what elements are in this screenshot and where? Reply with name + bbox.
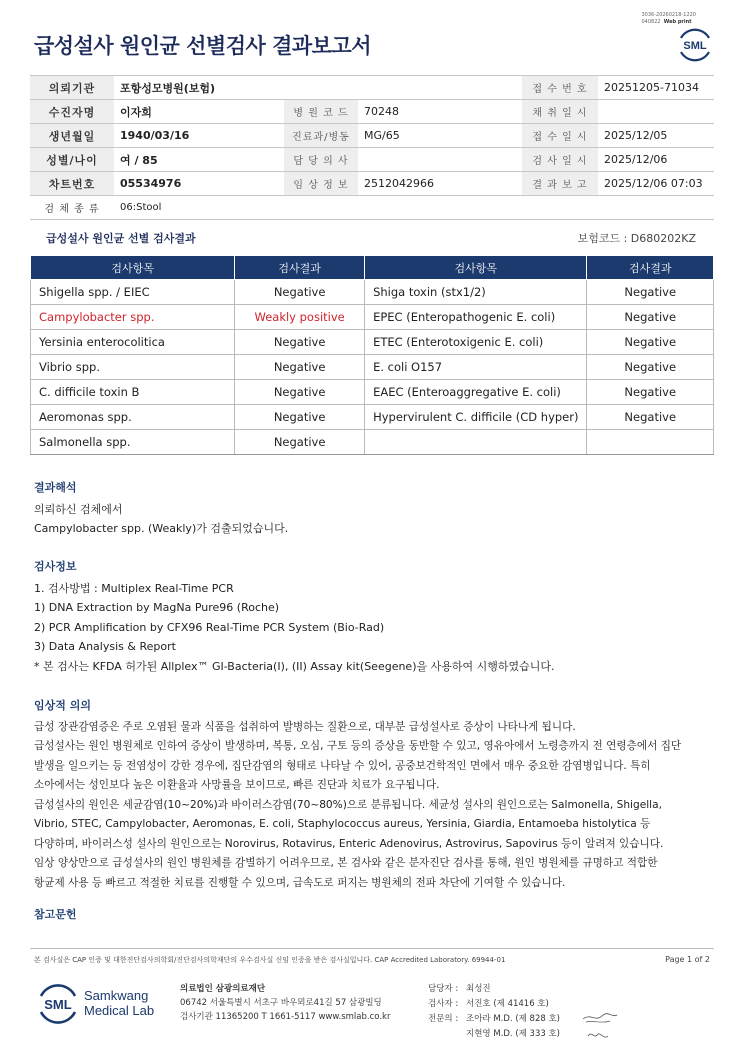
clinical-line: 급성설사는 원인 병원체로 인하여 증상이 발생하며, 복통, 오심, 구토 등의 증상을 동반할 수 있고, 영유아에서 노령층까지 전 연령층에서 집단 [34, 740, 682, 752]
interpretation-line: 의뢰하신 검체에서 [34, 502, 123, 516]
svg-text:SML: SML [683, 40, 707, 52]
table-row [31, 405, 714, 430]
patient-label: 수진자명 [30, 100, 114, 124]
footer-divider [30, 948, 714, 949]
clinical-line: 발생을 일으키는 등 전염성이 강한 경우에, 집단감염의 형태로 나타날 수 있어, 공중보건학적인 면에서 매우 중요한 감염병입니다. 특히 [34, 759, 651, 772]
dept-value: MG/65 [358, 124, 522, 148]
table-row [31, 430, 714, 455]
chart-label: 차트번호 [30, 172, 114, 196]
table-row [31, 330, 714, 355]
test-result: Negative [587, 380, 714, 405]
print-code-line2: 040822 Web print [641, 19, 692, 25]
receipt-no-label: 접 수 번 호 [522, 76, 598, 100]
test-item: C. difficile toxin B [31, 380, 235, 405]
patient-value: 이자희 [114, 100, 284, 124]
interpretation-section [34, 478, 288, 539]
test-item [365, 430, 587, 455]
sml-logo-icon [36, 982, 80, 1026]
test-result: Negative [235, 430, 365, 455]
report-label: 결 과 보 고 [522, 172, 598, 196]
results-header-row [31, 256, 714, 280]
test-item: E. coli O157 [365, 355, 587, 380]
test-date-label: 검 사 일 시 [522, 148, 598, 172]
birth-value: 1940/03/16 [114, 124, 284, 148]
sex-age-value: 여 / 85 [114, 148, 284, 172]
clinical-line: Vibrio, STEC, Campylobacter, Aeromonas, E. coli, Staphylococcus aureus, Yersinia, Giardia, Entamoeba histolytica 등 [34, 818, 651, 830]
test-result: Negative [587, 405, 714, 430]
info-row [30, 76, 714, 100]
test-item: Yersinia enterocolitica [31, 330, 235, 355]
staff-row: 전문의 : 조아라 M.D. (제 828 호) [428, 1014, 561, 1024]
info-row [30, 100, 714, 124]
samkwang-logo [36, 982, 176, 1026]
insurance-code: 보험코드 : D680202KZ [577, 232, 696, 245]
clinical-line: 임상 양상만으로 급성설사의 원인 병원체를 감별하기 어려우므로, 본 검사와 같은 분자진단 검사를 통해, 원인 병원체를 규명하고 적합한 [34, 857, 658, 869]
references-section [34, 905, 77, 927]
references-title: 참고문헌 [34, 908, 77, 921]
test-item: EAEC (Enteroaggregative E. coli) [365, 380, 587, 405]
logo-name: Samkwang Medical Lab [84, 988, 155, 1018]
test-result: Negative [235, 380, 365, 405]
test-item: EPEC (Enteropathogenic E. coli) [365, 305, 587, 330]
hospital-code-value: 70248 [358, 100, 522, 124]
doctor-value [358, 148, 522, 172]
collect-date-value [598, 100, 714, 124]
lab-address-line: 06742 서울특별시 서초구 바우뫼로41길 57 삼광빌딩 [180, 998, 382, 1008]
method-line: * 본 검사는 KFDA 허가된 Allplex™ GI-Bacteria(I), (II) Assay kit(Seegene)을 사용하여 시행하였습니다. [34, 659, 555, 673]
accreditation-note: 본 검사실은 CAP 인증 및 대한진단검사의학회/진단검사의학재단의 우수검사실 신임 인증을 받은 검사실입니다. CAP Accredited Laboratory. 69944-01 [34, 956, 506, 964]
clinical-info-label: 임 상 정 보 [284, 172, 358, 196]
col-item-header: 검사항목 [31, 256, 235, 280]
test-item: Salmonella spp. [31, 430, 235, 455]
info-row [30, 172, 714, 196]
lab-staff [428, 982, 560, 1042]
web-print-label: Web print [663, 19, 692, 25]
print-code [641, 12, 696, 26]
test-result: Negative [587, 355, 714, 380]
test-result: Negative [587, 280, 714, 305]
test-result: Negative [587, 330, 714, 355]
receipt-date-value: 2025/12/05 [598, 124, 714, 148]
clinical-line: 항균제 사용 등 빠르고 적절한 치료를 진행할 수 있으며, 급속도로 퍼지는 병원체의 전파 차단에 기여할 수 있습니다. [34, 876, 566, 889]
test-result: Negative [235, 330, 365, 355]
table-row [31, 305, 714, 330]
staff-row: 검사자 : 서진호 (제 41416 호) [428, 999, 549, 1009]
requester-label: 의뢰기관 [30, 76, 114, 100]
collect-date-label: 채 취 일 시 [522, 100, 598, 124]
test-result: Negative [587, 305, 714, 330]
receipt-no-value: 20251205-71034 [598, 76, 714, 100]
doctor-label: 담 당 의 사 [284, 148, 358, 172]
test-result: Negative [235, 280, 365, 305]
interpretation-line: Campylobacter spp. (Weakly)가 검출되었습니다. [34, 522, 289, 535]
lab-address [180, 982, 390, 1024]
document-title: 급성설사 원인균 선별검사 결과보고서 [34, 34, 372, 58]
test-item: Shiga toxin (stx1/2) [365, 280, 587, 305]
test-item: Vibrio spp. [31, 355, 235, 380]
sex-age-label: 성별/나이 [30, 148, 114, 172]
birth-label: 생년월일 [30, 124, 114, 148]
clinical-title: 임상적 의의 [34, 699, 91, 712]
chart-value: 05534976 [114, 172, 284, 196]
test-date-value: 2025/12/06 [598, 148, 714, 172]
requester-value: 포항성모병원(보험) [114, 76, 522, 100]
page-number: Page 1 of 2 [665, 955, 710, 964]
clinical-line: 소아에서는 성인보다 높은 이환율과 사망률을 보이므로, 빠른 진단과 치료가 요구됩니다. [34, 779, 440, 791]
staff-row: 지현영 M.D. (제 333 호) [466, 1029, 561, 1039]
method-line: 2) PCR Amplification by CFX96 Real-Time PCR System (Bio-Rad) [34, 620, 385, 634]
signature-image [580, 1010, 620, 1044]
table-row [31, 280, 714, 305]
col-item-header: 검사항목 [365, 256, 587, 280]
report-value: 2025/12/06 07:03 [598, 172, 714, 196]
hospital-code-label: 병 원 코 드 [284, 100, 358, 124]
results-table [30, 255, 714, 455]
svg-text:SML: SML [44, 997, 72, 1012]
clinical-line: 다양하며, 바이러스성 설사의 원인으로는 Norovirus, Rotavirus, Enteric Adenovirus, Astrovirus, Sapovirus 등이 알려져 있습니다. [34, 837, 664, 850]
dept-label: 진료과/병동 [284, 124, 358, 148]
test-item: ETEC (Enterotoxigenic E. coli) [365, 330, 587, 355]
specimen-value: 06:Stool [114, 196, 714, 220]
method-section [34, 557, 555, 676]
clinical-line: 급성 장관감염증은 주로 오염된 물과 식품을 섭취하여 발병하는 질환으로, 대부분 급성설사로 증상이 나타나게 됩니다. [34, 720, 576, 733]
table-row [31, 355, 714, 380]
info-row [30, 124, 714, 148]
specimen-label: 검 체 종 류 [30, 196, 114, 220]
info-row [30, 148, 714, 172]
receipt-date-label: 접 수 일 시 [522, 124, 598, 148]
print-code-line1: 3036-20260218-1220 [641, 12, 696, 18]
test-result: Negative [235, 405, 365, 430]
clinical-line: 급성설사의 원인은 세균감염(10~20%)과 바이러스감염(70~80%)으로 분류됩니다. 세균성 설사의 원인으로는 Salmonella, Shigella, [34, 798, 662, 811]
test-result: Negative [235, 355, 365, 380]
sml-logo-icon [676, 26, 714, 64]
clinical-info-value: 2512042966 [358, 172, 522, 196]
test-item: Aeromonas spp. [31, 405, 235, 430]
col-result-header: 검사결과 [587, 256, 714, 280]
method-line: 3) Data Analysis & Report [34, 640, 176, 653]
info-row [30, 196, 714, 220]
method-line: 1) DNA Extraction by MagNa Pure96 (Roche) [34, 601, 280, 614]
lab-org: 의료법인 삼광의료재단 [180, 984, 266, 994]
test-item: Shigella spp. / EIEC [31, 280, 235, 305]
interpretation-title: 결과해석 [34, 481, 77, 494]
results-section-title: 급성설사 원인균 선별 검사결과 [46, 232, 196, 245]
clinical-section [34, 696, 681, 893]
patient-info-table [30, 75, 714, 220]
test-result [587, 430, 714, 455]
col-result-header: 검사결과 [235, 256, 365, 280]
test-result-positive: Weakly positive [235, 305, 365, 330]
test-item: Hypervirulent C. difficile (CD hyper) [365, 405, 587, 430]
test-item-positive: Campylobacter spp. [31, 305, 235, 330]
method-title: 검사정보 [34, 560, 77, 573]
lab-contact: 검사기관 11365200 T 1661-5117 www.smlab.co.kr [180, 1012, 391, 1022]
staff-row: 담당자 : 최성진 [428, 984, 491, 994]
table-row [31, 380, 714, 405]
method-line: 1. 검사방법 : Multiplex Real-Time PCR [34, 581, 234, 595]
